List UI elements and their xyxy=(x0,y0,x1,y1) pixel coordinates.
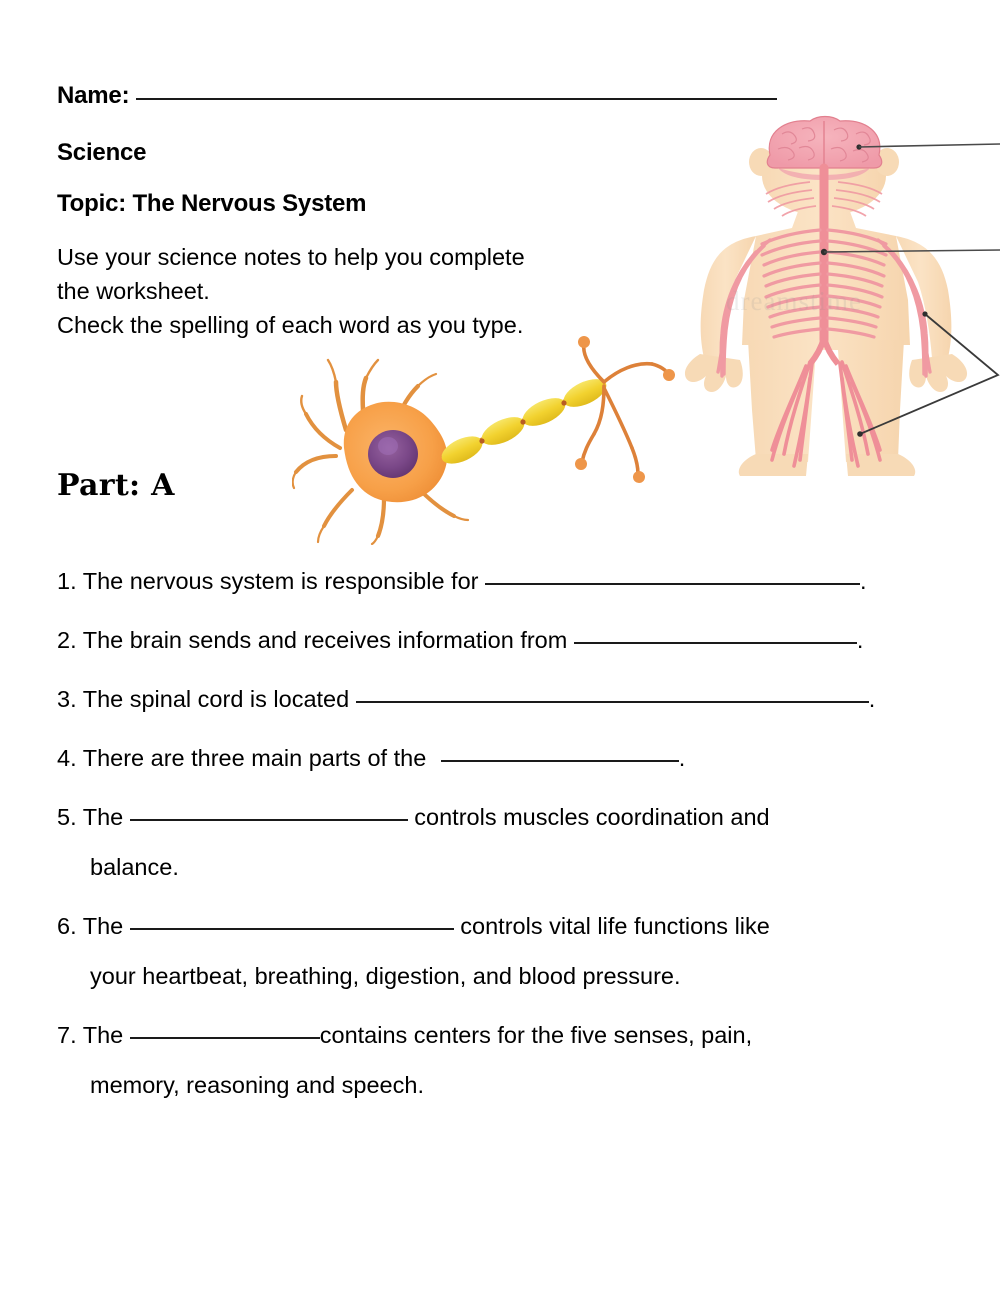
question-5-line2: balance. xyxy=(90,854,179,880)
question-7-text-after: contains centers for the five senses, pain, xyxy=(319,1022,753,1048)
question-2-punct: . xyxy=(856,627,864,653)
instruction-line-2: the worksheet. xyxy=(57,278,210,304)
question-5 xyxy=(57,802,957,883)
subject-heading: Science xyxy=(57,139,147,166)
question-7-line2: memory, reasoning and speech. xyxy=(90,1072,424,1098)
question-4-blank[interactable] xyxy=(441,760,679,762)
instructions-block xyxy=(57,240,637,342)
name-field-row xyxy=(57,82,777,110)
name-input-line[interactable] xyxy=(136,98,777,100)
question-3 xyxy=(57,684,957,715)
question-4-text: There are three main parts of the xyxy=(82,745,427,771)
question-6-line2: your heartbeat, breathing, digestion, and blood pressure. xyxy=(90,963,681,989)
question-2 xyxy=(57,625,957,656)
question-4-number: 4. xyxy=(57,745,77,771)
question-2-text: The brain sends and receives information from xyxy=(82,627,568,653)
instruction-line-1: Use your science notes to help you complete xyxy=(57,244,525,270)
question-4 xyxy=(57,743,957,774)
instruction-line-3: Check the spelling of each word as you type. xyxy=(57,312,524,338)
question-6-text: The xyxy=(82,913,124,939)
question-3-punct: . xyxy=(868,686,876,712)
question-6-number: 6. xyxy=(57,913,77,939)
part-a-heading: Part: A xyxy=(57,468,175,503)
question-1-number: 1. xyxy=(57,568,77,594)
axon-terminals xyxy=(582,344,668,474)
question-5-text: The xyxy=(82,804,124,830)
question-5-text-after: controls muscles coordination and xyxy=(414,804,770,830)
myelin-sheath-3 xyxy=(519,392,570,431)
question-5-blank[interactable] xyxy=(130,819,408,821)
question-7 xyxy=(57,1020,957,1101)
question-2-number: 2. xyxy=(57,627,77,653)
name-label: Name: xyxy=(57,82,130,109)
nucleus xyxy=(368,430,418,478)
question-7-blank[interactable] xyxy=(130,1037,320,1039)
question-3-blank[interactable] xyxy=(356,701,869,703)
question-1 xyxy=(57,566,957,597)
myelin-sheath-2 xyxy=(478,411,529,450)
terminal-bulbs xyxy=(575,336,675,483)
question-5-number: 5. xyxy=(57,804,77,830)
question-7-text: The xyxy=(82,1022,124,1048)
question-4-punct: . xyxy=(678,745,686,771)
question-1-text: The nervous system is responsible for xyxy=(82,568,479,594)
question-7-number: 7. xyxy=(57,1022,77,1048)
question-6-text-after: controls vital life functions like xyxy=(460,913,770,939)
question-1-blank[interactable] xyxy=(485,583,860,585)
questions-list xyxy=(57,566,957,1129)
question-3-text: The spinal cord is located xyxy=(82,686,350,712)
question-6-blank[interactable] xyxy=(130,928,454,930)
question-1-punct: . xyxy=(860,568,867,594)
question-2-blank[interactable] xyxy=(574,642,857,644)
neuron-cell-diagram xyxy=(292,330,692,545)
topic-heading: Topic: The Nervous System xyxy=(57,190,367,217)
stock-image-watermark: dreamstime xyxy=(726,286,862,316)
question-6 xyxy=(57,911,957,992)
question-3-number: 3. xyxy=(57,686,77,712)
